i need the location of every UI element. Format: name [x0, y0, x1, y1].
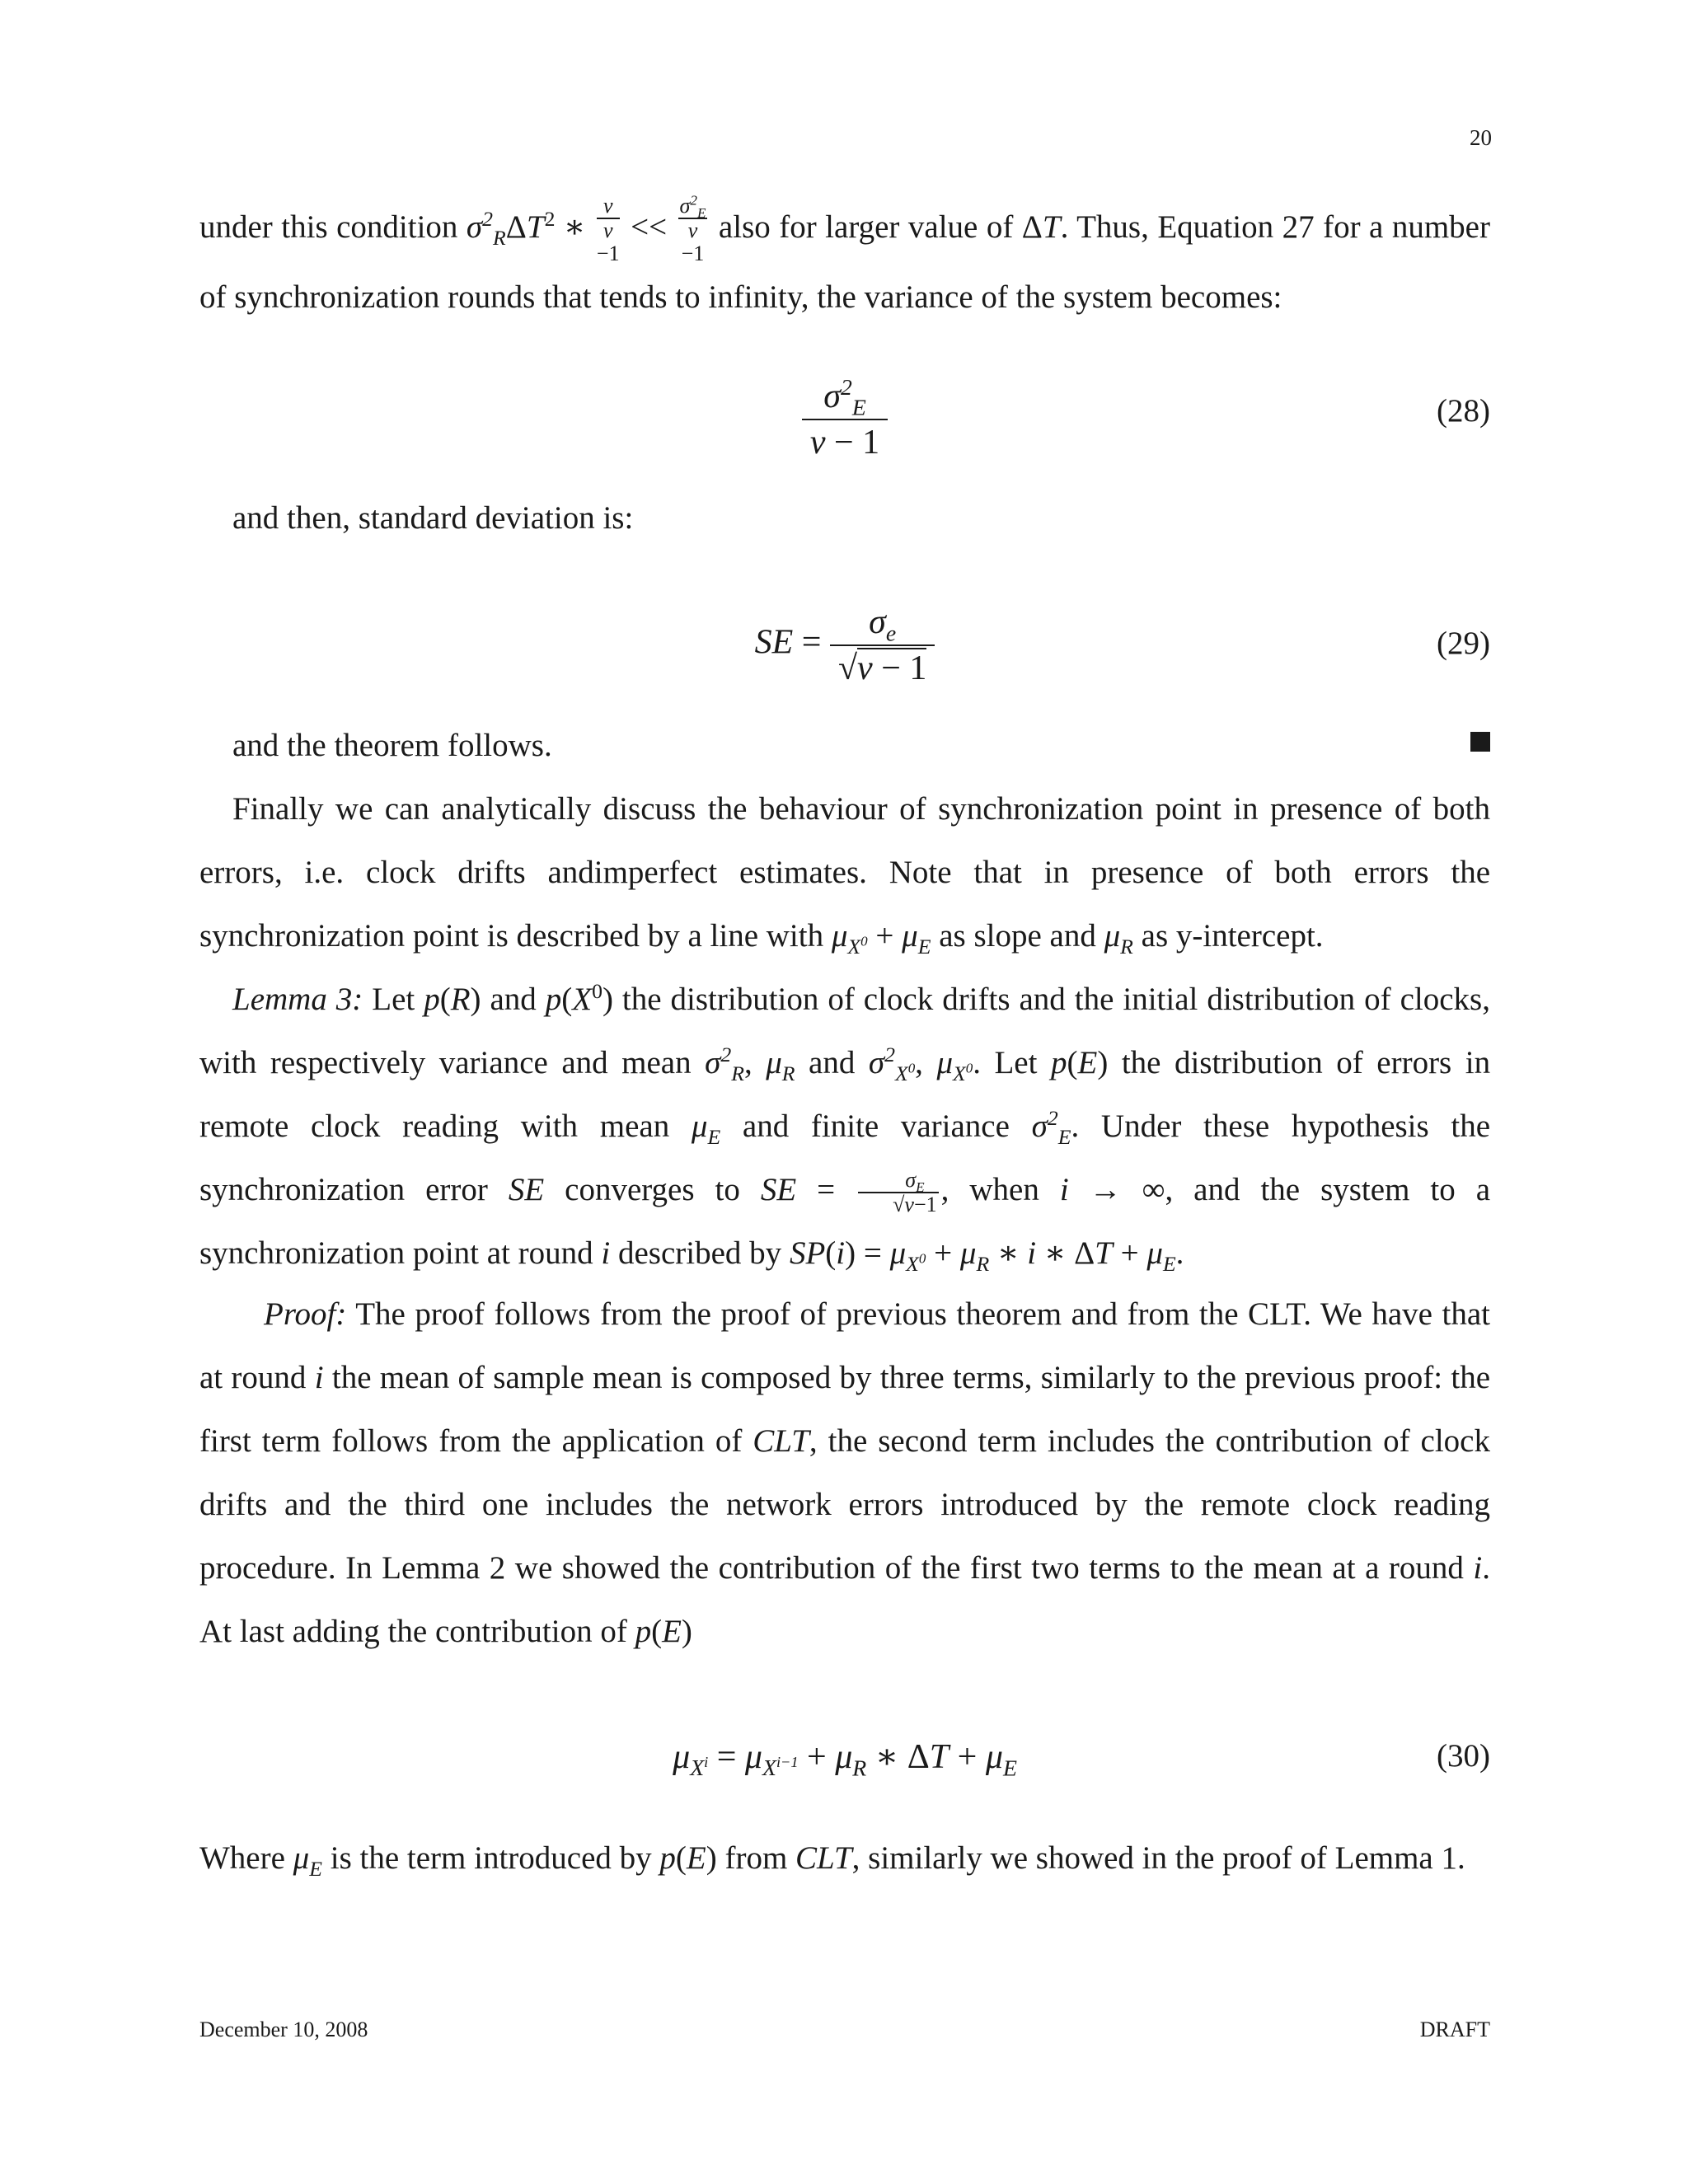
footer-draft: DRAFT — [1419, 2018, 1490, 2041]
proof-paragraph: Proof: The proof follows from the proof of previous theorem and from the CLT. We have that at round i the mean of sample mean is composed by three terms, similarly to the previous proof: the first term follows from the application of CLT, the second term includes the contribution of clock drifts and the third one includes the network errors introduced by the remote clock reading procedure. In Lemma 2 we showed the contribution of the first two terms to the mean at a round i. At last adding the contribution of p(E) — [199, 1296, 1491, 1649]
paragraph-std: and then, standard deviation is: — [232, 500, 634, 536]
text-fragment: . Thus, Equation 27 for a number of synchronization rounds that tends to infinity, the variance of the system becomes: — [199, 209, 1490, 315]
paragraph-theorem-follows: and the theorem follows. — [232, 728, 552, 763]
equation-30: $\mu_{X^i} = \mu_{X^{i-1}} + \mu_R$ ∗ $\Delta T + \mu_E$ (30) — [673, 1738, 1490, 1781]
page-number: 20 — [1470, 125, 1492, 150]
text-fragment: also for larger value of — [718, 209, 1014, 245]
footer-date: December 10, 2008 — [199, 2018, 368, 2041]
fraction-sigmaE2-over-v-1: $\sigma^2_E$ v −1 — [679, 192, 706, 265]
lemma-title: Lemma 3: — [232, 982, 363, 1017]
text-fragment: under this condition — [199, 209, 458, 245]
fraction-v-over-v-1: v v −1 — [596, 194, 620, 265]
equation-number: (29) — [1437, 626, 1490, 661]
proof-title: Proof: — [264, 1296, 347, 1332]
paragraph-where: Where $\mu_E$ is the term introduced by p(E) from CLT, similarly we showed in the proof of Lemma 1. — [199, 1840, 1465, 1881]
equation-number: (30) — [1437, 1738, 1490, 1774]
paragraph-both-errors: Finally we can analytically discuss the behaviour of synchronization point in presence of both errors, i.e. clock drifts andimperfect estimates. Note that in presence of both errors the synchronization point is described by a line with $\mu_{X^0} + \mu_E$ as slope and $\mu_R$ as y-intercept. — [199, 791, 1490, 958]
lemma-3: Lemma 3: Let p(R) and $p(X^0)$ the distribution of clock drifts and the initial distribution of clocks, with respectively variance and mean $\sigma^2_R$, $\mu_R$ and $\sigma^2_{X^0}$, $\mu_{X^0}$. Let p(E) the distribution of errors in remote clock reading with mean $\mu_E$ and finite variance $\sigma^2_E$. Under these hypothesis the synchronization error SE converges to SE = $\frac{\sigma_E}{√v-1}$ , when i → ∞, and the system to a synchronization point at round i described by $SP(i) = \mu_{X^0} + \mu_R$ ∗ i ∗ $\Delta T + \mu_E$. — [199, 979, 1491, 1276]
paragraph-condition: under this condition $\sigma^2_R\Delta T^2$ ∗ v v −1 << $\sigma^2_E$ v −1 also for larger value of ΔT. Thus, Equation 27 for a number of synchronization rounds that tends to infinity, the variance of the system becomes: — [199, 192, 1490, 315]
equation-28: $\frac{\sigma^2_E}{v - 1}$ (28) — [199, 369, 1490, 468]
qed-square-icon — [1470, 732, 1490, 752]
equation-number: (28) — [1437, 393, 1490, 429]
equation-29: SE = $\frac{\sigma_e}{√v - 1}$ (29) — [199, 600, 1490, 699]
